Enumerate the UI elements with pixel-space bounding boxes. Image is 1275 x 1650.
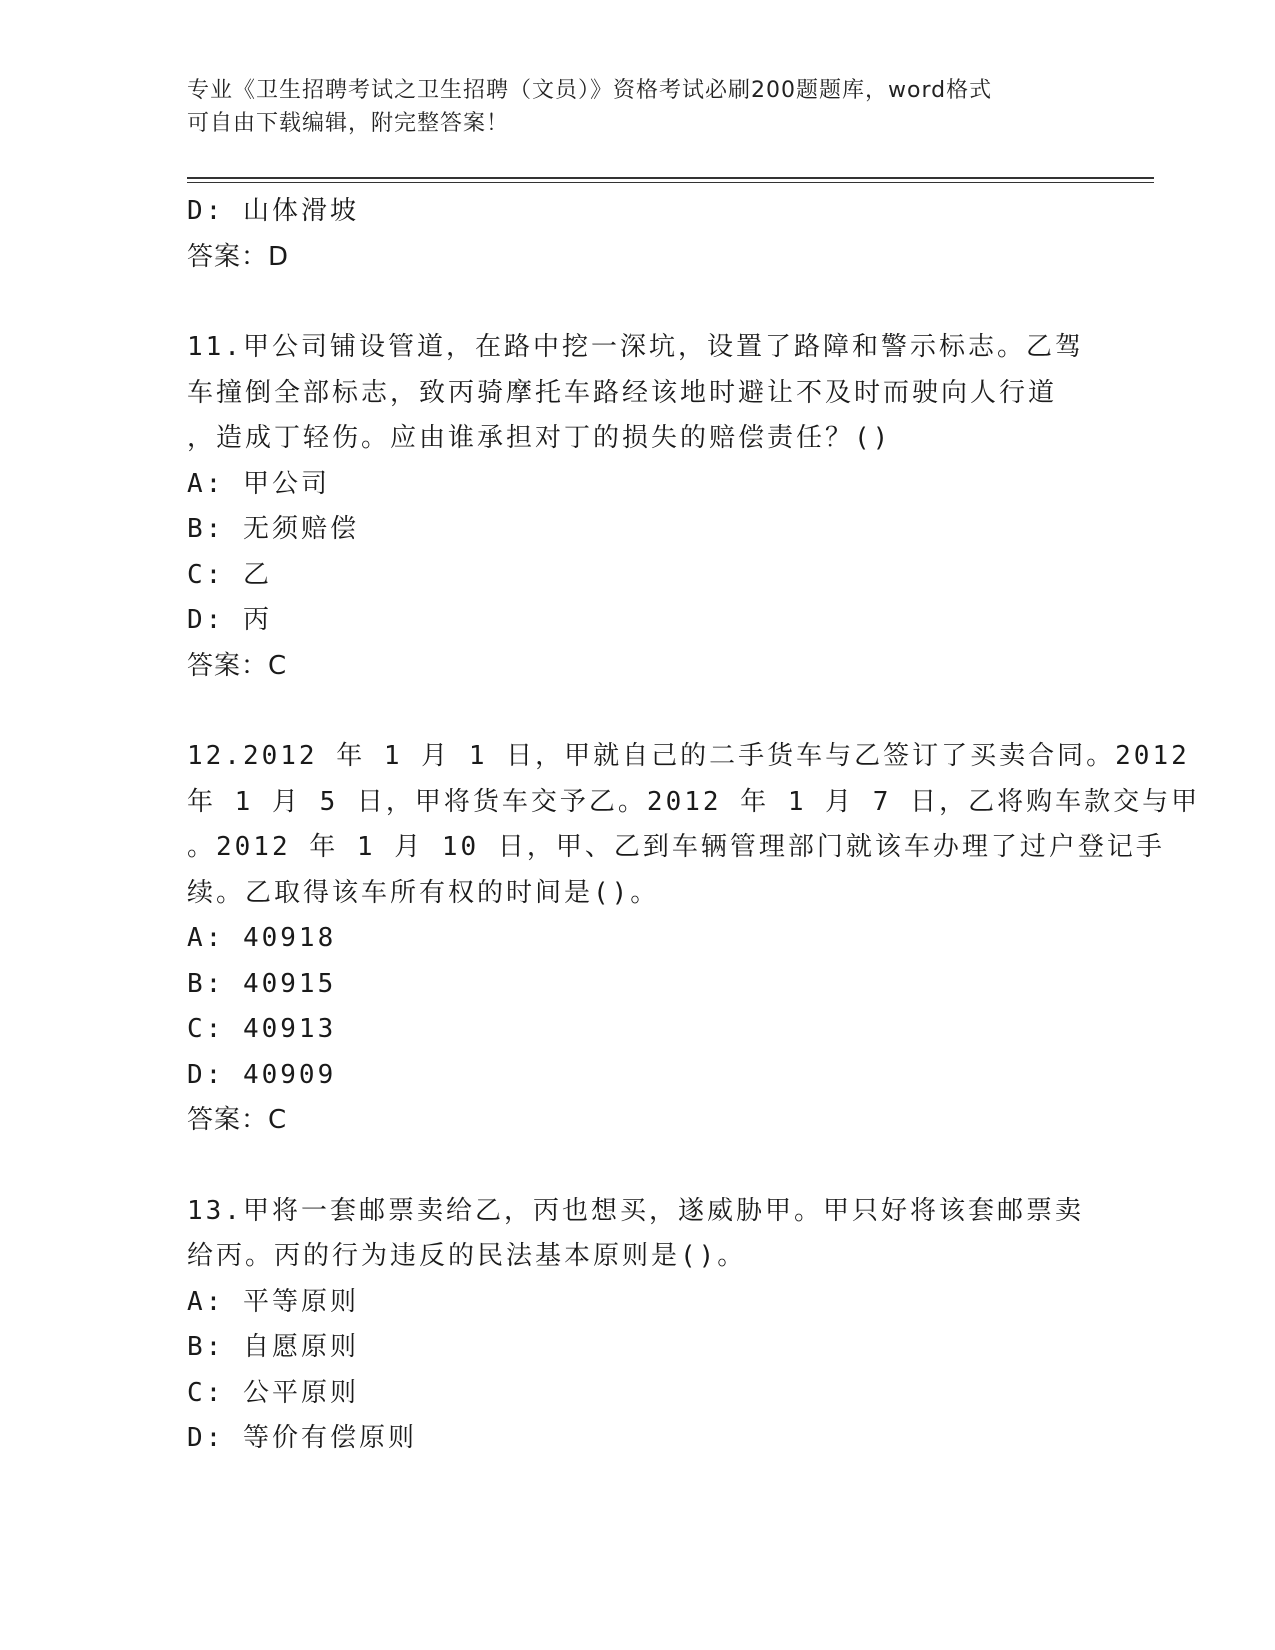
answer: 答案：D xyxy=(187,241,290,272)
option-d: D: 40909 xyxy=(187,1059,337,1090)
header-line-1: 专业《卫生招聘考试之卫生招聘（文员）》资格考试必刷200题题库，word格式 xyxy=(187,78,993,103)
header-divider-thin xyxy=(187,182,1154,183)
question-text-line: 续。乙取得该车所有权的时间是()。 xyxy=(187,877,660,908)
question-13 xyxy=(187,1189,1087,1462)
page-header xyxy=(187,74,1087,140)
option-a: A: 40918 xyxy=(187,923,337,953)
option-c: C: 公平原则 xyxy=(187,1377,359,1408)
spacer xyxy=(187,280,1087,325)
question-10-tail xyxy=(187,189,1087,280)
answer: 答案：C xyxy=(187,650,288,681)
option-d: D: 等价有偿原则 xyxy=(187,1423,417,1453)
option-b: B: 自愿原则 xyxy=(187,1332,359,1362)
option-a: A: 平等原则 xyxy=(187,1286,359,1317)
answer: 答案：C xyxy=(187,1105,288,1135)
option-a: A: 甲公司 xyxy=(187,468,330,499)
question-11 xyxy=(187,325,1087,689)
question-12 xyxy=(187,734,1201,1144)
option-d: D: 丙 xyxy=(187,605,272,635)
question-text-line: 11.甲公司铺设管道，在路中挖一深坑，设置了路障和警示标志。乙驾 xyxy=(187,332,1084,362)
question-text-line: 年 1 月 5 日，甲将货车交予乙。2012 年 1 月 7 日，乙将购车款交与甲 xyxy=(187,786,1201,817)
header-line-2: 可自由下载编辑，附完整答案！ xyxy=(187,111,510,136)
option-c: C: 乙 xyxy=(187,559,272,590)
option-b: B: 40915 xyxy=(187,968,337,999)
question-text-line: 。2012 年 1 月 10 日，甲、乙到车辆管理部门就该车办理了过户登记手 xyxy=(187,832,1165,862)
option-c: C: 40913 xyxy=(187,1014,337,1044)
option-d: D: 山体滑坡 xyxy=(187,196,359,226)
spacer xyxy=(187,689,1087,734)
option-b: B: 无须赔偿 xyxy=(187,514,359,544)
spacer xyxy=(187,1144,1087,1189)
document-content xyxy=(187,189,1201,1462)
question-text-line: ，造成丁轻伤。应由谁承担对丁的损失的赔偿责任？() xyxy=(187,423,892,453)
question-text-line: 12.2012 年 1 月 1 日，甲就自己的二手货车与乙签订了买卖合同。2012 xyxy=(187,741,1190,771)
question-text-line: 车撞倒全部标志，致丙骑摩托车路经该地时避让不及时而驶向人行道 xyxy=(187,377,1058,408)
question-text-line: 13.甲将一套邮票卖给乙，丙也想买，遂威胁甲。甲只好将该套邮票卖 xyxy=(187,1195,1084,1226)
question-text-line: 给丙。丙的行为违反的民法基本原则是()。 xyxy=(187,1241,747,1271)
header-divider-thick xyxy=(187,177,1154,179)
